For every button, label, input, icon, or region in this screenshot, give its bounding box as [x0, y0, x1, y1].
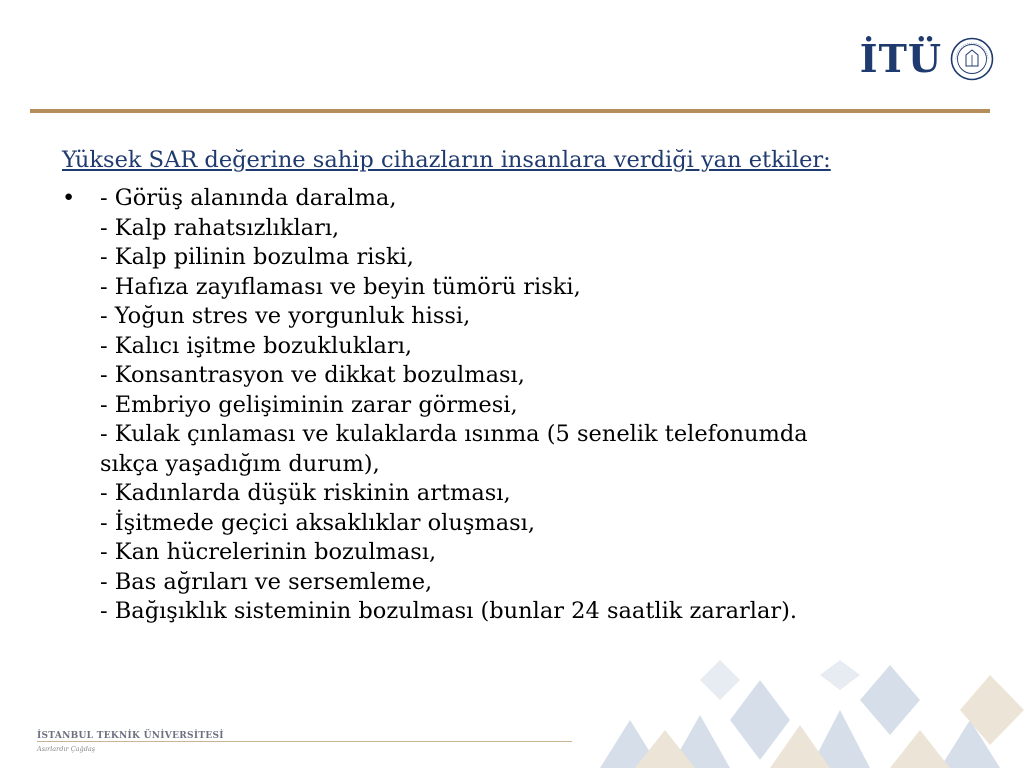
- list-item: - Kalp pilinin bozulma riski,: [100, 244, 414, 270]
- slide-heading: Yüksek SAR değerine sahip cihazların insanlara verdiği yan etkiler:: [62, 147, 831, 173]
- slide-content: [62, 146, 982, 627]
- list-item: - Bağışıklık sisteminin bozulması (bunlar 24 saatlik zararlar).: [100, 598, 798, 624]
- bullet-icon: •: [62, 185, 76, 211]
- list-item: - Hafıza zayıflaması ve beyin tümörü riski,: [100, 273, 581, 300]
- list-item: - Bas ağrıları ve sersemleme,: [100, 568, 433, 595]
- list-item: sıkça yaşadığım durum),: [100, 450, 380, 477]
- itu-seal-icon: [950, 37, 994, 81]
- list-item: - Yoğun stres ve yorgunluk hissi,: [100, 303, 471, 329]
- itu-logo: [860, 24, 994, 94]
- list-item: - Kalp rahatsızlıkları,: [100, 214, 340, 241]
- list-item: - Görüş alanında daralma,: [100, 185, 397, 211]
- bullet-list: [62, 184, 982, 627]
- list-item: - İşitmede geçici aksaklıklar oluşması,: [100, 509, 536, 536]
- logo-text: İTÜ: [859, 36, 942, 81]
- list-item: - Kalıcı işitme bozuklukları,: [100, 332, 413, 359]
- list-item: - Kulak çınlaması ve kulaklarda ısınma (5 senelik telefonumda: [100, 421, 808, 447]
- list-item: - Kan hücrelerinin bozulması,: [100, 539, 437, 565]
- decorative-diamond-pattern: [560, 660, 1024, 768]
- footer-divider: [37, 741, 572, 742]
- footer-motto: Asırlardır Çağdaş: [37, 745, 96, 753]
- list-item: - Konsantrasyon ve dikkat bozulması,: [100, 362, 525, 388]
- list-item: - Kadınlarda düşük riskinin artması,: [100, 480, 511, 506]
- list-item: - Embriyo gelişiminin zarar görmesi,: [100, 391, 518, 418]
- footer-institution: İSTANBUL TEKNİK ÜNİVERSİTESİ: [37, 731, 224, 741]
- header-divider: [30, 109, 990, 113]
